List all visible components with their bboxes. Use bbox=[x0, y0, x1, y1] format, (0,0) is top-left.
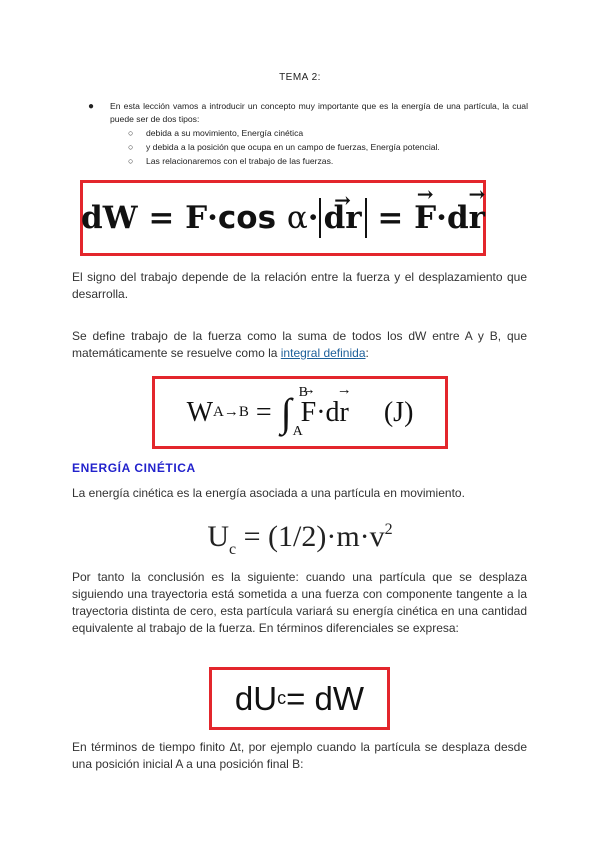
formula-fvec: → F bbox=[301, 397, 317, 429]
sub-item-text: y debida a la posición que ocupa en un campo de fuerzas, Energía potencial. bbox=[146, 142, 440, 152]
definition-text: Se define trabajo de la fuerza como la suma de todos los dW entre A y B, que matemáticamente se resuelve como la bbox=[72, 329, 527, 360]
formula-eq: = bbox=[148, 200, 175, 236]
formula-d: d bbox=[446, 200, 469, 236]
kinetic-energy-heading: ENERGÍA CINÉTICA bbox=[72, 461, 196, 475]
formula-cos: cos bbox=[217, 200, 277, 236]
sub-item bbox=[128, 127, 528, 140]
formula-du-sub: c bbox=[277, 688, 287, 708]
formula-rvec: → r bbox=[340, 397, 349, 429]
formula-eq: = bbox=[255, 396, 272, 428]
formula-kinetic-rest: = (1/2)·m·v bbox=[236, 520, 385, 553]
formula-dot: · bbox=[307, 200, 319, 236]
formula-u-sub: c bbox=[229, 541, 237, 558]
formula-eq: = bbox=[377, 200, 404, 236]
integral-link[interactable]: integral definida bbox=[280, 346, 366, 360]
integral-lower: A bbox=[292, 424, 303, 439]
formula-dw: dW bbox=[81, 200, 138, 236]
formula-alpha: α bbox=[286, 200, 308, 236]
sub-item-text: Las relacionaremos con el trabajo de las fuerzas. bbox=[146, 156, 334, 166]
formula-d: d bbox=[325, 396, 340, 428]
differential-formula-box bbox=[209, 667, 390, 730]
work-formula-box bbox=[80, 180, 486, 256]
formula-dr: → dr bbox=[324, 198, 362, 238]
paragraph-conclusion: Por tanto la conclusión es la siguiente: cuando una partícula que se desplaza siguiendo una trayectoria está sometida a una fuerza con componente tangente a la trayectoria distinta de cero, esta partícula variará su energía cinética en una cantidad equivalente al trabajo de la fuerza. En términos diferenciales se expresa: bbox=[72, 570, 527, 635]
sub-item-text: debida a su movimiento, Energía cinética bbox=[146, 128, 304, 138]
formula-rvec: → r bbox=[469, 200, 485, 236]
formula-du: dU bbox=[234, 679, 278, 717]
intro-text: En esta lección vamos a introducir un concepto muy importante que es la energía de una partícula, la cual puede ser de dos tipos: bbox=[110, 101, 528, 124]
formula-w-sub: A→B bbox=[213, 404, 249, 420]
intro-bullet bbox=[88, 100, 528, 126]
sub-marker: ○ bbox=[128, 142, 134, 152]
formula-dot: · bbox=[207, 200, 218, 236]
formula-dot: · bbox=[316, 396, 326, 428]
sub-marker: ○ bbox=[128, 128, 134, 138]
formula-u: U bbox=[207, 520, 229, 553]
integral-upper: B bbox=[298, 385, 308, 400]
formula-exponent: 2 bbox=[384, 521, 393, 538]
integral-sign bbox=[280, 385, 308, 439]
formula-f: F bbox=[185, 200, 208, 236]
integral-symbol: ∫ bbox=[280, 390, 292, 435]
paragraph-sign: El signo del trabajo depende de la relación entre la fuerza y el desplazamiento que desarrolla. bbox=[72, 270, 527, 301]
formula-dot: · bbox=[436, 200, 447, 236]
sub-item bbox=[128, 141, 528, 154]
paragraph-kinetic: La energía cinética es la energía asociada a una partícula en movimiento. bbox=[72, 486, 465, 500]
bullet-marker: ● bbox=[88, 101, 95, 112]
formula-w: W bbox=[186, 396, 214, 428]
definition-colon: : bbox=[365, 346, 369, 360]
page-title: TEMA 2: bbox=[279, 72, 321, 83]
sub-marker: ○ bbox=[128, 156, 134, 166]
formula-diff-rhs: = dW bbox=[286, 679, 365, 717]
paragraph-definition bbox=[72, 328, 527, 362]
sub-item bbox=[128, 155, 528, 168]
formula-abs-dr bbox=[319, 198, 367, 238]
integral-formula-box bbox=[152, 376, 448, 449]
formula-unit: (J) bbox=[383, 396, 414, 428]
kinetic-formula bbox=[0, 520, 600, 559]
formula-fvec: → F bbox=[414, 200, 436, 236]
paragraph-finite-time: En términos de tiempo finito Δt, por ejemplo cuando la partícula se desplaza desde una posición inicial A a una posición final B: bbox=[72, 740, 527, 771]
